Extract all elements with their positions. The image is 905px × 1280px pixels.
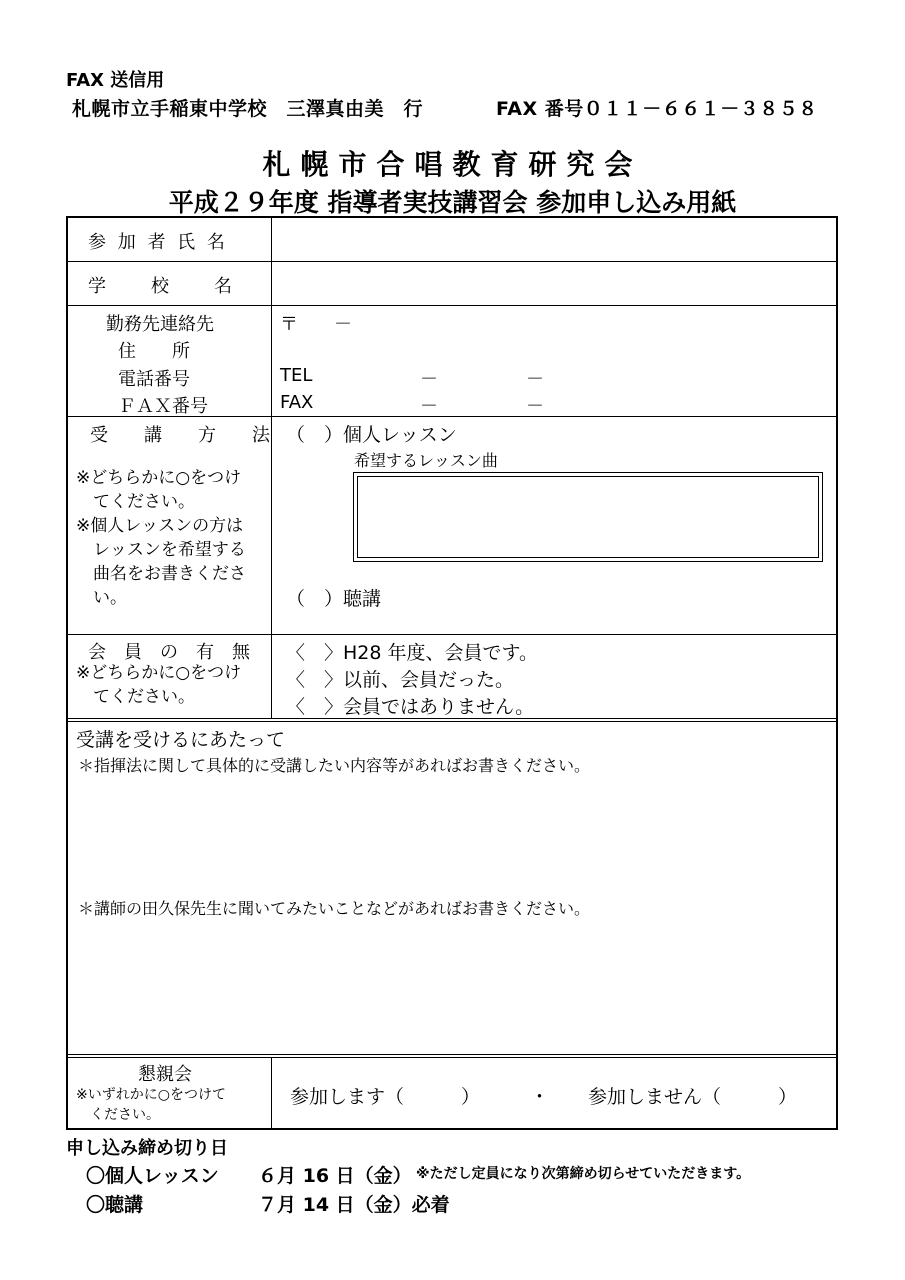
row-divider — [68, 634, 836, 635]
column-divider — [271, 218, 272, 718]
row-divider — [68, 1054, 836, 1055]
membership-label: 会 員 の 有 無 — [88, 642, 250, 663]
song-label: 希望するレッスン曲 — [354, 451, 498, 470]
notes-line-instructor: ＊講師の田久保先生に聞いてみたいことなどがあればお書きください。 — [78, 899, 591, 918]
application-form — [66, 216, 838, 1130]
membership-note: ※どちらかに○をつけ てください。 — [76, 663, 242, 707]
fax-dash-2: － — [526, 396, 544, 417]
tel-dash-2: － — [526, 369, 544, 390]
option-private-lesson[interactable]: （ ）個人レッスン — [286, 424, 457, 446]
phone-label: 電話番号 — [118, 369, 190, 390]
fax-prefix: FAX — [280, 392, 314, 413]
tel-prefix: TEL — [280, 365, 313, 386]
notes-heading: 受講を受けるにあたって — [76, 729, 286, 751]
deadline-heading: 申し込み締め切り日 — [66, 1138, 228, 1159]
name-label: 参 加 者 氏 名 — [88, 232, 228, 253]
row-divider — [68, 721, 836, 722]
name-input[interactable] — [274, 220, 834, 260]
party-attend-option[interactable]: 参加します（ ） — [290, 1086, 481, 1108]
deadline-lesson-note: ※ただし定員になり次第締め切らせていただきます。 — [416, 1166, 751, 1182]
fax-send-label: FAX 送信用 — [66, 70, 165, 91]
school-input[interactable] — [274, 264, 834, 304]
column-divider — [271, 1057, 272, 1130]
membership-option-none[interactable]: 〈 〉会員ではありません。 — [286, 696, 535, 718]
address-label: 住 所 — [118, 341, 190, 362]
deadline-lesson — [86, 1161, 751, 1188]
recipient-line — [72, 94, 818, 121]
recipient: 札幌市立手稲東中学校 三澤真由美 行 — [72, 98, 424, 120]
option-audit[interactable]: （ ）聴講 — [286, 588, 382, 610]
song-input[interactable] — [353, 472, 823, 562]
school-label: 学 校 名 — [88, 276, 235, 297]
membership-option-current[interactable]: 〈 〉H28 年度、会員です。 — [286, 642, 538, 664]
row-divider — [68, 305, 836, 306]
fax-number: FAX 番号０１１－６６１－３８５８ — [496, 98, 818, 120]
organization-title: 札幌市合唱教育研究会 — [262, 148, 643, 181]
deadline-audit-label: 〇聴講 — [86, 1194, 144, 1216]
notes-line-conducting: ＊指揮法に関して具体的に受講したい内容等があればお書きください。 — [78, 756, 591, 775]
fax-label: ＦＡＸ番号 — [118, 396, 208, 417]
party-absent-option[interactable]: 参加しません（ ） — [588, 1086, 798, 1108]
party-note: ※いずれかに○をつけて ください。 — [76, 1087, 226, 1123]
method-label: 受 講 方 法 — [90, 425, 270, 446]
party-label: 懇親会 — [138, 1064, 192, 1085]
tel-dash-1: － — [420, 369, 438, 390]
form-title: 平成２９年度 指導者実技講習会 参加申し込み用紙 — [168, 188, 737, 217]
fax-dash-1: － — [420, 396, 438, 417]
row-divider — [68, 1057, 836, 1058]
membership-option-former[interactable]: 〈 〉以前、会員だった。 — [286, 669, 515, 691]
row-divider — [68, 261, 836, 262]
deadline-lesson-label: 〇個人レッスン — [86, 1165, 219, 1187]
deadline-audit — [86, 1190, 450, 1217]
postal-mark: 〒 － — [280, 314, 352, 335]
deadline-audit-date: ７月 14 日（金）必着 — [258, 1194, 450, 1216]
party-separator: ・ — [530, 1086, 550, 1108]
contact-label: 勤務先連絡先 — [106, 314, 214, 335]
deadline-lesson-date: ６月 16 日（金） — [258, 1165, 412, 1187]
method-note: ※どちらかに○をつけ てください。 ※個人レッスンの方は レッスンを希望する 曲名をお書きくださ い。 — [76, 468, 246, 608]
